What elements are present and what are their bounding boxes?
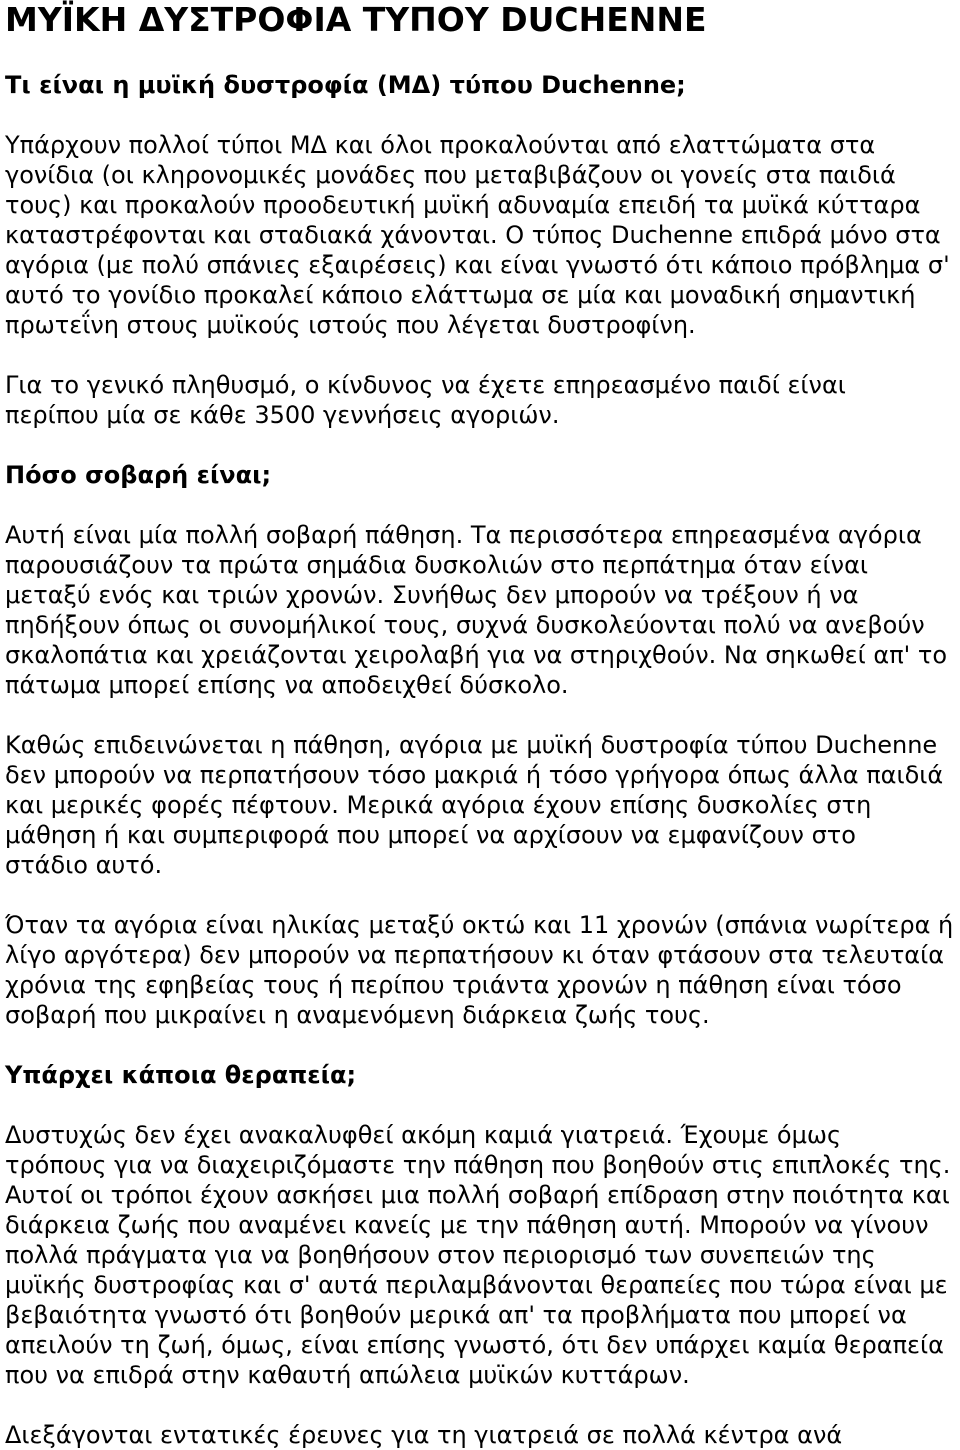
paragraph [5,1420,960,1450]
text-line: αυτό το γονίδιο προκαλεί κάποιο ελάττωμα σε μία και μοναδική σημαντική [5,281,916,309]
text-line: και μερικές φορές πέφτουν. Μερικά αγόρια έχουν επίσης δυσκολίες στη [5,791,872,819]
text-line: τρόπους για να διαχειριζόμαστε την πάθηση που βοηθούν στις επιπλοκές της. [5,1151,951,1179]
text-line: πάτωμα μπορεί επίσης να αποδειχθεί δύσκολο. [5,671,569,699]
text-line: μυϊκής δυστροφίας και σ' αυτά περιλαμβάνονται θεραπείες που τώρα είναι με [5,1271,948,1299]
text-line: πρωτεΐνη στους μυϊκούς ιστούς που λέγεται δυστροφίνη. [5,311,696,339]
text-line: σοβαρή που μικραίνει η αναμενόμενη διάρκεια ζωής τους. [5,1001,710,1029]
text-line: Όταν τα αγόρια είναι ηλικίας μεταξύ οκτώ και 11 χρονών (σπάνια νωρίτερα ή [5,911,954,939]
text-line: διάρκεια ζωής που αναμένει κανείς με την πάθηση αυτή. Μπορούν να γίνουν [5,1211,929,1239]
section-what-is-duchenne [5,70,960,430]
text-line: που να επιδρά στην καθαυτή απώλεια μυϊκών κυττάρων. [5,1361,690,1389]
text-line: Καθώς επιδεινώνεται η πάθηση, αγόρια με μυϊκή δυστροφία τύπου Duchenne [5,731,938,759]
text-line: σκαλοπάτια και χρειάζονται χειρολαβή για να στηριχθούν. Να σηκωθεί απ' το [5,641,948,669]
text-line: παρουσιάζουν τα πρώτα σημάδια δυσκολιών στο περπάτημα όταν είναι [5,551,869,579]
text-line: Αυτοί οι τρόποι έχουν ασκήσει μια πολλή σοβαρή επίδραση στην ποιότητα και [5,1181,950,1209]
text-line: περίπου μία σε κάθε 3500 γεννήσεις αγοριών. [5,401,560,429]
text-line: απειλούν τη ζωή, όμως, είναι επίσης γνωστό, ότι δεν υπάρχει καμία θεραπεία [5,1331,944,1359]
text-line: Δυστυχώς δεν έχει ανακαλυφθεί ακόμη καμιά γιατρειά. Έχουμε όμως [5,1121,842,1149]
text-line: δεν μπορούν να περπατήσουν τόσο μακριά ή τόσο γρήγορα όπως άλλα παιδιά [5,761,944,789]
text-line: στάδιο αυτό. [5,851,163,879]
text-line: τους) και προκαλούν προοδευτική μυϊκή αδυναμία επειδή τα μυϊκά κύτταρα [5,191,921,219]
document-title: ΜΥΪΚΗ ΔΥΣΤΡΟΦΙΑ ΤΥΠΟΥ DUCHENNE [5,0,707,39]
section-severity [5,460,960,1030]
paragraph [5,1120,960,1390]
text-line: λίγο αργότερα) δεν μπορούν να περπατήσουν κι όταν φτάσουν στα τελευταία [5,941,945,969]
section-heading: Πόσο σοβαρή είναι; [5,461,272,489]
text-line: πολλά πράγματα για να βοηθήσουν στον περιορισμό των συνεπειών της [5,1241,876,1269]
text-line: Διεξάγονται εντατικές έρευνες για τη γιατρειά σε πολλά κέντρα ανά [5,1421,843,1449]
paragraph [5,730,960,880]
section-heading: Τι είναι η μυϊκή δυστροφία (ΜΔ) τύπου Duchenne; [5,71,686,99]
text-line: πηδήξουν όπως οι συνομήλικοί τους, συχνά δυσκολεύονται πολύ να ανεβούν [5,611,925,639]
paragraph [5,130,960,340]
paragraph [5,520,960,700]
text-line: Αυτή είναι μία πολλή σοβαρή πάθηση. Τα περισσότερα επηρεασμένα αγόρια [5,521,922,549]
text-line: μάθηση ή και συμπεριφορά που μπορεί να αρχίσουν να εμφανίζουν στο [5,821,856,849]
text-line: βεβαιότητα γνωστό ότι βοηθούν μερικά απ' τα προβλήματα που μπορεί να [5,1301,907,1329]
paragraph [5,370,960,430]
text-line: Για το γενικό πληθυσμό, ο κίνδυνος να έχετε επηρεασμένο παιδί είναι [5,371,846,399]
paragraph [5,910,960,1030]
text-line: αγόρια (με πολύ σπάνιες εξαιρέσεις) και είναι γνωστό ότι κάποιο πρόβλημα σ' [5,251,950,279]
text-line: μεταξύ ενός και τριών χρονών. Συνήθως δεν μπορούν να τρέξουν ή να [5,581,859,609]
text-line: Υπάρχουν πολλοί τύποι ΜΔ και όλοι προκαλούνται από ελαττώματα στα [5,131,876,159]
text-line: καταστρέφονται και σταδιακά χάνονται. Ο τύπος Duchenne επιδρά μόνο στα [5,221,941,249]
text-line: χρόνια της εφηβείας τους ή περίπου τριάντα χρονών η πάθηση είναι τόσο [5,971,902,999]
section-treatment [5,1060,960,1450]
section-heading: Υπάρχει κάποια θεραπεία; [5,1061,357,1089]
text-line: γονίδια (οι κληρονομικές μονάδες που μεταβιβάζουν οι γονείς στα παιδιά [5,161,896,189]
